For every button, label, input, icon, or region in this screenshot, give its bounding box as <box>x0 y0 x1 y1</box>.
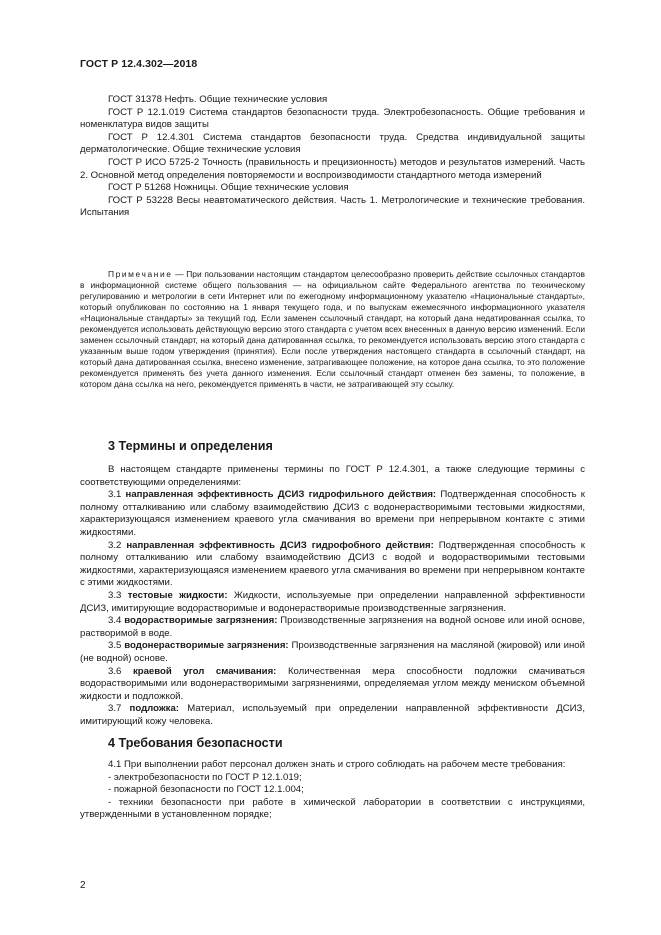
note-text: — При пользовании настоящим стандартом целесообразно проверить действие ссылочных стандартов в информационной системе общего пользования — на официальном сайте Федерального агентства по техническому регулированию и метрологии в сети Интернет или по ежегодному информационному указателю «Национальные стандарты», который опубликован по состоянию на 1 января текущего года, и по выпускам ежемесячного информационного указателя «Национальные стандарты» за текущий год. Если заменен ссылочный стандарт, на который дана недатированная ссылка, то рекомендуется использовать действующую версию этого стандарта с учетом всех внесенных в данную версию изменений. Если заменен ссылочный стандарт, на который дана датированная ссылка, то рекомендуется использовать версию этого стандарта с указанным выше годом утверждения (принятия). Если после утверждения настоящего стандарта в ссылочный стандарт, на который дана датированная ссылка, внесено изменение, затрагивающее положение, на которое дана ссылка, то это положение рекомендуется применять без учета данного изменения. Если ссылочный стандарт отменен без замены, то положение, в котором дана ссылка на него, рекомендуется применять в части, не затрагивающей эту ссылку. <box>80 269 585 390</box>
term-number: 3.4 <box>108 615 125 627</box>
list-item: - электробезопасности по ГОСТ Р 12.1.019; <box>108 771 302 783</box>
reference-item: ГОСТ Р 12.4.301 Система стандартов безопасности труда. Средства индивидуальной защиты дерматологические. Общие технические условия <box>80 131 585 156</box>
term-name: водонерастворимые загрязнения: <box>124 640 289 652</box>
reference-item: ГОСТ 31378 Нефть. Общие технические условия <box>108 94 328 105</box>
term-definition <box>80 489 585 539</box>
term-text: Производственные загрязнения на водной основе или иной основе, растворимой в воде. <box>80 615 585 639</box>
term-name: водорастворимые загрязнения: <box>124 615 278 627</box>
section-4-body <box>80 759 585 822</box>
section-3-title: 3 Термины и определения <box>108 439 273 453</box>
term-text: Производственные загрязнения на масляной (жировой) или иной (не водной) основе. <box>80 640 585 664</box>
term-definition <box>80 615 585 640</box>
reference-item: ГОСТ Р ИСО 5725-2 Точность (правильность и прецизионность) методов и результатов измерений. Часть 2. Основной метод определения повторяемости и воспроизводимости стандартного метода измерений <box>80 156 585 181</box>
list-item: - пожарной безопасности по ГОСТ 12.1.004; <box>108 784 304 796</box>
section-4-title: 4 Требования безопасности <box>108 736 283 750</box>
term-definition <box>80 540 585 590</box>
term-number: 3.2 <box>108 539 127 551</box>
term-number: 3.5 <box>108 640 125 652</box>
list-item: - техники безопасности при работе в химической лаборатории в соответствии с инструкциями, утвержденными в установленном порядке; <box>80 796 585 821</box>
references-list <box>80 94 585 220</box>
section-4-intro: 4.1 При выполнении работ персонал должен знать и строго соблюдать на рабочем месте требования: <box>108 759 566 770</box>
term-text: Жидкости, используемые при определении направленной эффективности ДСИЗ, имитирующие водорастворимые и водонерастворимые производственные загрязнения. <box>80 589 586 614</box>
page-number: 2 <box>80 880 86 891</box>
term-text: Подтвержденная способность к полному отталкиванию или слабому взаимодействию ДСИЗ с водой и водорастворимыми тестовыми жидкостями, характеризующаяся изменением краевого угла смачивания во времени при непрерывном контакте с этими жидкостями. <box>80 539 585 589</box>
term-name: тестовые жидкости: <box>127 589 228 601</box>
section-3-intro: В настоящем стандарте применены термины по ГОСТ Р 12.4.301, а также следующие термины с соответствующими определениями: <box>80 464 585 488</box>
term-text: Материал, используемый при определении направленной эффективности ДСИЗ, имитирующий кожу человека. <box>80 703 585 727</box>
term-definition <box>80 666 585 704</box>
term-text: Подтвержденная способность к полному отталкиванию или слабому взаимодействию ДСИЗ с водонерастворимыми тестовыми жидкостями, характеризующаяся изменением краевого угла смачивания во времени при непрерывном контакте с этими жидкостями. <box>80 489 585 538</box>
term-text: Количественная мера способности подложки смачиваться водорастворимыми или водонерастворимыми загрязнениями, определяемая углом между мениском объемной жидкости и подложкой. <box>80 665 585 702</box>
document-header: ГОСТ Р 12.4.302—2018 <box>80 58 198 70</box>
term-number: 3.3 <box>108 589 128 601</box>
term-number: 3.7 <box>108 703 130 715</box>
note-label: Примечание <box>108 269 173 279</box>
term-name: направленная эффективность ДСИЗ гидрофобного действия: <box>126 539 434 551</box>
reference-item: ГОСТ Р 12.1.019 Система стандартов безопасности труда. Электробезопасность. Общие требования и номенклатура видов защиты <box>80 106 585 131</box>
note-paragraph <box>80 269 585 391</box>
term-definition <box>80 640 585 665</box>
term-name: направленная эффективность ДСИЗ гидрофильного действия: <box>125 489 437 501</box>
term-definition <box>80 703 585 728</box>
term-definition <box>80 590 585 615</box>
term-number: 3.1 <box>108 489 126 501</box>
term-name: подложка: <box>129 703 180 715</box>
section-3-body <box>80 464 585 728</box>
reference-item: ГОСТ Р 53228 Весы неавтоматического действия. Часть 1. Метрологические и технические требования. Испытания <box>80 194 585 219</box>
term-name: краевой угол смачивания: <box>132 665 277 677</box>
reference-item: ГОСТ Р 51268 Ножницы. Общие технические условия <box>108 182 349 194</box>
term-number: 3.6 <box>108 665 133 677</box>
